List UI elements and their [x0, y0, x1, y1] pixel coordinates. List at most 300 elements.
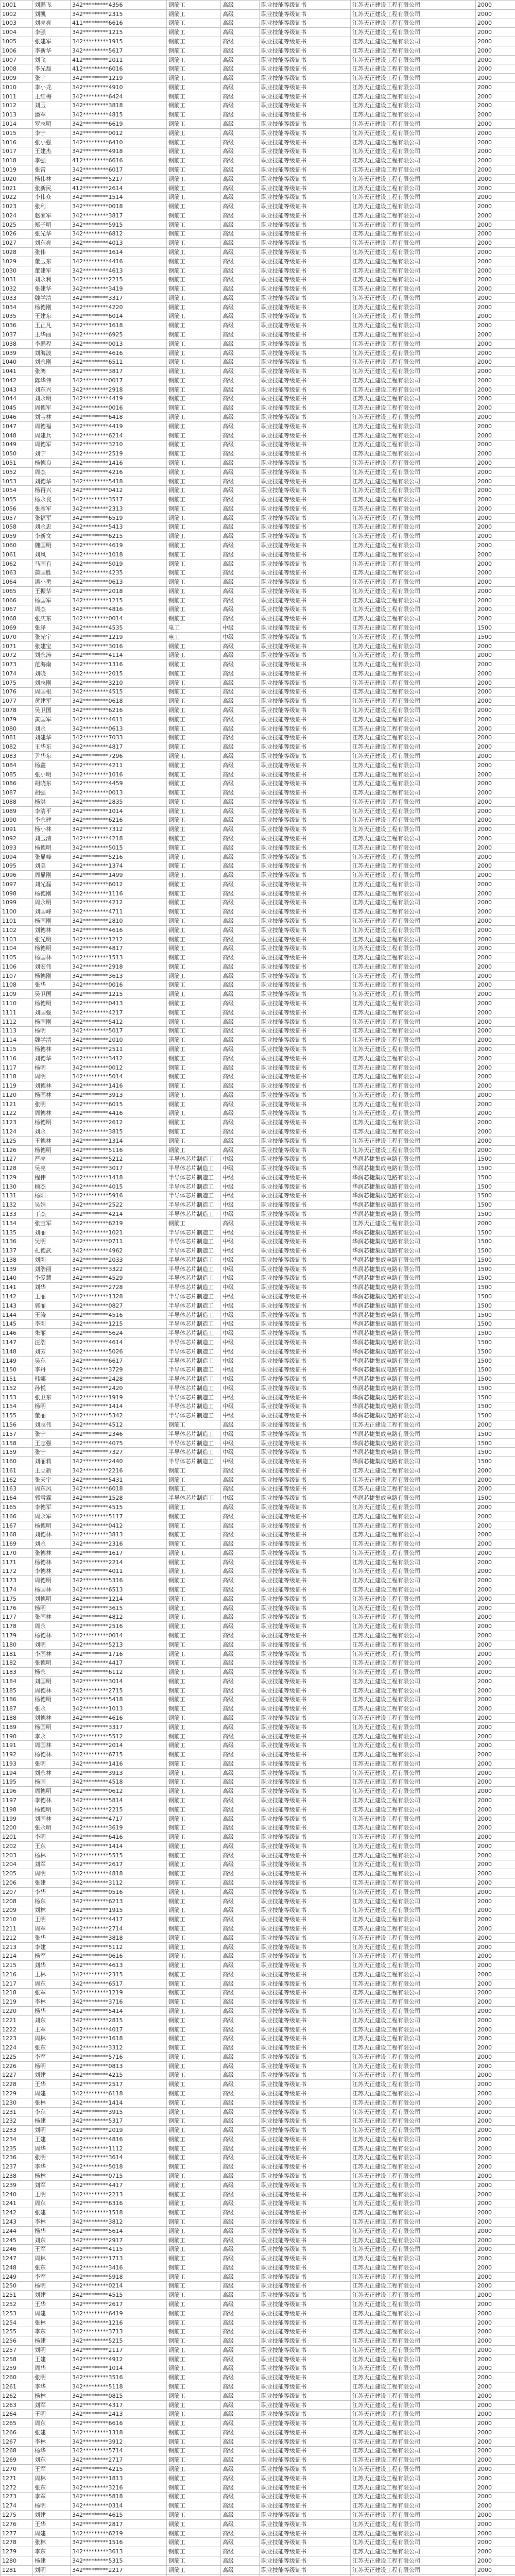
table-cell: 钢筋工 [167, 1833, 221, 1842]
table-cell: 1120 [1, 1090, 33, 1099]
table-cell: 江苏天正建设工程有限公司 [351, 1475, 476, 1484]
table-cell: 周国林 [33, 1741, 71, 1750]
table-cell: 1021 [1, 183, 33, 193]
table-cell: 江苏天正建设工程有限公司 [351, 9, 476, 19]
table-cell: 2000 [476, 1676, 515, 1686]
table-cell: 高级 [221, 852, 260, 861]
table-cell: 江苏天正建设工程有限公司 [351, 907, 476, 917]
table-cell: 1070 [1, 632, 33, 641]
table-cell: 342*********1518 [71, 2208, 167, 2217]
table-cell: 高级 [221, 1649, 260, 1658]
table-cell: 职业技能等级证书 [260, 898, 351, 907]
table-cell: 职业技能等级证书 [260, 1466, 351, 1476]
table-cell: 钢筋工 [167, 1420, 221, 1430]
table-cell: 华润芯捷集成电路有限公司 [351, 1383, 476, 1393]
table-row [1, 2410, 515, 2419]
table-cell: 职业技能等级证书 [260, 2025, 351, 2034]
table-row [1, 1869, 515, 1878]
table-cell: 江苏天正建设工程有限公司 [351, 376, 476, 385]
table-cell: 江苏天正建设工程有限公司 [351, 1722, 476, 1732]
table-cell: 江苏天正建设工程有限公司 [351, 266, 476, 275]
table-cell: 职业技能等级证书 [260, 1228, 351, 1237]
table-cell: 高级 [221, 962, 260, 972]
table-row [1, 229, 515, 239]
table-row [1, 19, 515, 28]
table-cell: 高级 [221, 1081, 260, 1091]
table-row [1, 980, 515, 990]
table-cell: 江苏天正建设工程有限公司 [351, 632, 476, 641]
table-row [1, 999, 515, 1008]
table-cell: 342*********4015 [71, 1182, 167, 1191]
table-cell: 342*********1416 [71, 1081, 167, 1091]
table-cell: 2000 [476, 2446, 515, 2455]
table-cell: 江苏天正建设工程有限公司 [351, 1796, 476, 1805]
table-row [1, 871, 515, 880]
table-cell: 周显刚 [33, 871, 71, 880]
table-cell: 江苏天正建设工程有限公司 [351, 330, 476, 340]
table-cell: 1118 [1, 1072, 33, 1081]
table-cell: 半导体芯片制造工 [167, 1173, 221, 1182]
table-cell: 1080 [1, 724, 33, 733]
table-cell: 职业技能等级证书 [260, 1539, 351, 1549]
table-cell: 1500 [476, 1448, 515, 1457]
table-cell: 342*********2440 [71, 1457, 167, 1466]
table-cell: 江苏天正建设工程有限公司 [351, 294, 476, 303]
table-cell: 2000 [476, 2400, 515, 2410]
table-cell: 342*********0412 [71, 486, 167, 495]
table-cell: 高级 [221, 421, 260, 431]
table-cell: 2000 [476, 220, 515, 229]
table-cell: 职业技能等级证书 [260, 486, 351, 495]
table-cell: 2000 [476, 1649, 515, 1658]
table-row [1, 1777, 515, 1787]
table-cell: 职业技能等级证书 [260, 1887, 351, 1896]
table-cell: 1273 [1, 2492, 33, 2501]
table-cell: 钢筋工 [167, 2217, 221, 2227]
table-cell: 江苏天正建设工程有限公司 [351, 486, 476, 495]
table-row [1, 1182, 515, 1191]
table-cell: 钢筋工 [167, 120, 221, 129]
table-cell: 职业技能等级证书 [260, 2391, 351, 2400]
table-cell: 342*********5014 [71, 1072, 167, 1081]
table-cell: 高级 [221, 138, 260, 147]
table-cell: 钢筋工 [167, 101, 221, 110]
table-cell: 342*********3615 [71, 1603, 167, 1613]
table-cell: 2000 [476, 806, 515, 816]
table-cell: 钢筋工 [167, 1750, 221, 1759]
table-cell: 职业技能等级证书 [260, 321, 351, 330]
table-cell: 2000 [476, 1081, 515, 1091]
table-cell: 2000 [476, 330, 515, 340]
table-cell: 职业技能等级证书 [260, 183, 351, 193]
table-cell: 高级 [221, 2135, 260, 2144]
table-cell: 1191 [1, 1741, 33, 1750]
table-cell: 342*********3216 [71, 2483, 167, 2492]
table-cell: 2000 [476, 907, 515, 917]
table-cell: 钢筋工 [167, 752, 221, 761]
table-cell: 2000 [476, 1933, 515, 1942]
table-cell: 高级 [221, 1714, 260, 1723]
table-row [1, 1796, 515, 1805]
table-cell: 1207 [1, 1887, 33, 1896]
table-cell: 职业技能等级证书 [260, 944, 351, 953]
table-cell: 1208 [1, 1896, 33, 1906]
table-cell: 江苏天正建设工程有限公司 [351, 2116, 476, 2126]
table-cell: 江苏天正建设工程有限公司 [351, 1851, 476, 1860]
table-cell: 职业技能等级证书 [260, 2327, 351, 2336]
table-cell: 江苏天正建设工程有限公司 [351, 477, 476, 486]
table-cell: 钢筋工 [167, 990, 221, 999]
table-row [1, 715, 515, 724]
table-cell: 1274 [1, 2501, 33, 2511]
table-cell: 职业技能等级证书 [260, 312, 351, 321]
table-cell: 刘国强 [33, 1008, 71, 1017]
table-cell: 钢筋工 [167, 321, 221, 330]
table-cell: 高级 [221, 321, 260, 330]
table-cell: 高级 [221, 1530, 260, 1539]
table-cell [351, 2574, 476, 2576]
table-row [1, 165, 515, 175]
table-cell: 职业技能等级证书 [260, 1805, 351, 1814]
table-cell: 2000 [476, 1613, 515, 1622]
table-cell: 342*********5624 [71, 1329, 167, 1338]
table-cell: 1247 [1, 2254, 33, 2263]
table-cell: 高级 [221, 2007, 260, 2016]
table-cell: 342*********2413 [71, 2410, 167, 2419]
table-row [1, 2327, 515, 2336]
table-cell: 高级 [221, 1722, 260, 1732]
table-cell: 1067 [1, 605, 33, 614]
table-cell: 342*********5512 [71, 1732, 167, 1741]
table-row [1, 2089, 515, 2098]
table-cell: 半导体芯片制造工 [167, 1210, 221, 1219]
table-cell: 1256 [1, 2336, 33, 2346]
table-cell: 2000 [476, 1750, 515, 1759]
table-cell: 1217 [1, 1979, 33, 1988]
table-cell: 高级 [221, 2511, 260, 2520]
table-cell: 华润芯捷集成电路有限公司 [351, 1164, 476, 1173]
table-cell: 2000 [476, 532, 515, 541]
table-cell: 钢筋工 [167, 834, 221, 843]
table-cell: 1135 [1, 1228, 33, 1237]
table-cell: 高级 [221, 760, 260, 770]
table-cell: 高级 [221, 2053, 260, 2062]
table-cell: 钢筋工 [167, 1988, 221, 1997]
table-cell: 1265 [1, 2419, 33, 2428]
table-cell: 江苏天正建设工程有限公司 [351, 2089, 476, 2098]
table-cell: 1238 [1, 2172, 33, 2181]
table-cell: 高级 [221, 2199, 260, 2208]
table-cell: 职业技能等级证书 [260, 2080, 351, 2089]
table-cell: 半导体芯片制造工 [167, 1256, 221, 1265]
table-cell: 2000 [476, 1741, 515, 1750]
table-cell: 高级 [221, 1557, 260, 1567]
table-cell: 342*********3713 [71, 2327, 167, 2336]
table-cell: 2000 [476, 953, 515, 962]
table-cell: 1006 [1, 46, 33, 55]
table-cell: 1045 [1, 403, 33, 413]
table-cell: 342*********4818 [71, 1869, 167, 1878]
table-cell: 342*********5212 [71, 1155, 167, 1164]
table-cell: 吴卫国 [33, 990, 71, 999]
table-cell: 职业技能等级证书 [260, 2098, 351, 2107]
table-cell: 职业技能等级证书 [260, 605, 351, 614]
table-cell: 高级 [221, 2565, 260, 2574]
table-cell: 钢筋工 [167, 1686, 221, 1695]
table-cell: 1088 [1, 797, 33, 806]
table-cell: 1073 [1, 660, 33, 669]
table-cell: 1500 [476, 1310, 515, 1319]
table-cell: 职业技能等级证书 [260, 623, 351, 633]
table-cell: 职业技能等级证书 [260, 697, 351, 706]
table-cell: 江苏天正建设工程有限公司 [351, 834, 476, 843]
table-cell: 2000 [476, 28, 515, 37]
table-cell: 1204 [1, 1860, 33, 1869]
table-cell: 钢筋工 [167, 156, 221, 165]
table-cell: 342*********6416 [71, 1833, 167, 1842]
table-cell: 1174 [1, 1585, 33, 1595]
table-cell: 江苏天正建设工程有限公司 [351, 1008, 476, 1017]
table-cell: 342*********2315 [71, 9, 167, 19]
table-cell: 李建 [33, 1942, 71, 1952]
table-cell: 职业技能等级证书 [260, 19, 351, 28]
table-cell: 钢筋工 [167, 1503, 221, 1512]
table-cell: 张泽 [33, 623, 71, 633]
table-cell: 职业技能等级证书 [260, 1127, 351, 1137]
table-cell: 江苏天正建设工程有限公司 [351, 74, 476, 83]
table-cell: 1014 [1, 120, 33, 129]
table-cell: 中级 [221, 1365, 260, 1375]
table-cell: 高级 [221, 1521, 260, 1530]
table-cell: 2000 [476, 1603, 515, 1613]
table-cell: 王建杰 [33, 147, 71, 156]
table-cell: 江苏天正建设工程有限公司 [351, 1869, 476, 1878]
table-cell: 中级 [221, 1264, 260, 1274]
table-cell: 342*********1018 [71, 550, 167, 559]
table-cell: 刘建 [33, 2291, 71, 2300]
table-cell: 电工 [167, 623, 221, 633]
table-cell: 职业技能等级证书 [260, 1814, 351, 1823]
table-row [1, 1310, 515, 1319]
table-cell: 职业技能等级证书 [260, 294, 351, 303]
table-cell: 钢筋工 [167, 294, 221, 303]
table-cell: 2000 [476, 2346, 515, 2355]
table-cell: 342*********5915 [71, 220, 167, 229]
table-cell: 2000 [476, 120, 515, 129]
table-cell: 钢筋工 [167, 687, 221, 697]
table-cell: 董建军 [33, 266, 71, 275]
table-cell: 江苏天正建设工程有限公司 [351, 1576, 476, 1585]
table-cell: 职业技能等级证书 [260, 1933, 351, 1942]
table-cell: 342*********3017 [71, 1164, 167, 1173]
table-cell: 342*********5217 [71, 174, 167, 183]
table-cell: 半导体芯片制造工 [167, 1274, 221, 1283]
table-cell: 职业技能等级证书 [260, 1704, 351, 1714]
table-cell: 钢筋工 [167, 1777, 221, 1787]
table-cell: 342*********4419 [71, 421, 167, 431]
table-cell: 2000 [476, 687, 515, 697]
table-cell: 钢筋工 [167, 2043, 221, 2053]
table-cell: 江苏天正建设工程有限公司 [351, 889, 476, 898]
table-row [1, 1301, 515, 1310]
table-row [1, 1503, 515, 1512]
table-cell: 职业技能等级证书 [260, 1896, 351, 1906]
table-cell: 342*********4215 [71, 2465, 167, 2474]
table-cell: 张卫东 [33, 1393, 71, 1402]
table-cell: 钢筋工 [167, 2025, 221, 2034]
table-row [1, 1787, 515, 1796]
table-cell: 王明 [33, 2190, 71, 2199]
table-cell: 1500 [476, 623, 515, 633]
table-cell: 高级 [221, 1549, 260, 1558]
table-cell: 杨永良 [33, 495, 71, 504]
table-cell: 江苏天正建设工程有限公司 [351, 2080, 476, 2089]
table-row [1, 2034, 515, 2043]
table-cell: 342*********1516 [71, 2538, 167, 2547]
table-cell: 职业技能等级证书 [260, 2153, 351, 2162]
table-cell: 职业技能等级证书 [260, 1264, 351, 1274]
table-cell: 职业技能等级证书 [260, 2263, 351, 2272]
table-cell: 钢筋工 [167, 1585, 221, 1595]
table-row [1, 2465, 515, 2474]
table-cell: 职业技能等级证书 [260, 1512, 351, 1521]
table-cell: 华润芯捷集成电路有限公司 [351, 1246, 476, 1256]
table-cell: 342*********5818 [71, 2492, 167, 2501]
table-cell: 李华 [33, 2382, 71, 2392]
table-cell: 职业技能等级证书 [260, 660, 351, 669]
table-cell: 半导体芯片制造工 [167, 1283, 221, 1292]
table-cell: 高级 [221, 2162, 260, 2172]
table-cell: 江苏天正建设工程有限公司 [351, 339, 476, 348]
table-cell: 刘宝林 [33, 413, 71, 422]
table-cell: 高级 [221, 257, 260, 266]
table-cell: 1263 [1, 2400, 33, 2410]
table-cell: 1279 [1, 2547, 33, 2556]
table-cell: 2000 [476, 2025, 515, 2034]
table-cell: 张永明 [33, 1823, 71, 1833]
table-row [1, 1338, 515, 1347]
table-cell: 2000 [476, 431, 515, 440]
table-cell: 钢筋工 [167, 110, 221, 120]
table-cell: 高级 [221, 925, 260, 935]
table-row [1, 596, 515, 605]
table-cell: 周建 [33, 2529, 71, 2538]
table-cell: 华润芯捷集成电路有限公司 [351, 1200, 476, 1210]
table-row [1, 128, 515, 138]
table-cell: 钢筋工 [167, 275, 221, 284]
table-cell: 职业技能等级证书 [260, 1649, 351, 1658]
table-cell: 郭丽 [33, 1301, 71, 1310]
table-cell: 职业技能等级证书 [260, 889, 351, 898]
table-cell: 江苏天正建设工程有限公司 [351, 120, 476, 129]
table-cell: 钢筋工 [167, 944, 221, 953]
table-cell: 1156 [1, 1420, 33, 1430]
table-cell: 江苏天正建设工程有限公司 [351, 165, 476, 175]
table-cell: 342*********4356 [71, 1, 167, 10]
table-cell: 342*********1215 [71, 28, 167, 37]
table-cell: 342*********5918 [71, 2272, 167, 2281]
table-row [1, 2208, 515, 2217]
table-cell: 342*********4816 [71, 605, 167, 614]
table-cell: 钢筋工 [167, 2034, 221, 2043]
table-cell: 江苏天正建设工程有限公司 [351, 92, 476, 101]
table-cell: 342*********0012 [71, 1063, 167, 1072]
table-cell: 2000 [476, 990, 515, 999]
table-cell: 1244 [1, 2226, 33, 2235]
table-cell: 1269 [1, 2455, 33, 2465]
table-cell: 1004 [1, 28, 33, 37]
table-row [1, 1539, 515, 1549]
table-cell: 职业技能等级证书 [260, 760, 351, 770]
table-cell: 职业技能等级证书 [260, 1842, 351, 1851]
table-cell: 1224 [1, 2043, 33, 2053]
table-cell: 中级 [221, 1438, 260, 1448]
table-cell: 342*********5413 [71, 522, 167, 532]
table-cell: 2000 [476, 843, 515, 852]
table-cell: 江苏天正建设工程有限公司 [351, 559, 476, 568]
table-cell: 王建 [33, 2135, 71, 2144]
table-cell: 江苏天正建设工程有限公司 [351, 944, 476, 953]
table-row [1, 1356, 515, 1365]
table-cell: 2000 [476, 889, 515, 898]
table-cell: 1164 [1, 1494, 33, 1503]
table-cell: 江苏天正建设工程有限公司 [351, 1750, 476, 1759]
table-row [1, 202, 515, 211]
table-row [1, 788, 515, 798]
table-cell: 342*********2517 [71, 2080, 167, 2089]
table-cell: 342*********1318 [71, 2428, 167, 2437]
table-cell: 342*********6015 [71, 1099, 167, 1109]
table-cell: 张宝军 [33, 1218, 71, 1228]
table-cell: 王建 [33, 2354, 71, 2364]
table-cell: 钢筋工 [167, 1915, 221, 1924]
table-cell: 江苏天正建设工程有限公司 [351, 1878, 476, 1888]
table-cell: 高级 [221, 715, 260, 724]
table-cell: 职业技能等级证书 [260, 385, 351, 394]
table-cell: 钢筋工 [167, 1036, 221, 1045]
table-cell: 职业技能等级证书 [260, 2428, 351, 2437]
table-row [1, 321, 515, 330]
table-cell: 342*********4516 [71, 1310, 167, 1319]
table-cell: 高级 [221, 522, 260, 532]
table-cell: 2000 [476, 962, 515, 972]
table-cell: 342*********5916 [71, 1191, 167, 1200]
table-cell: 1254 [1, 2318, 33, 2327]
table-cell: 高级 [221, 687, 260, 697]
table-cell: 钢筋工 [167, 641, 221, 651]
table-cell: 2000 [476, 1521, 515, 1530]
table-cell: 342*********2918 [71, 385, 167, 394]
table-cell: 342*********3613 [71, 2547, 167, 2556]
table-cell: 1062 [1, 559, 33, 568]
table-cell: 高级 [221, 2529, 260, 2538]
table-row [1, 1017, 515, 1026]
table-cell: 1119 [1, 1081, 33, 1091]
table-cell: 1271 [1, 2473, 33, 2483]
table-cell: 1267 [1, 2437, 33, 2446]
table-cell: 江苏天正建设工程有限公司 [351, 660, 476, 669]
table-cell: 江苏天正建设工程有限公司 [351, 1585, 476, 1595]
table-cell: 职业技能等级证书 [260, 1072, 351, 1081]
table-cell: 1117 [1, 1063, 33, 1072]
table-cell: 中级 [221, 623, 260, 633]
table-cell: 钢筋工 [167, 1896, 221, 1906]
table-cell: 342*********6118 [71, 2089, 167, 2098]
table-row [1, 28, 515, 37]
table-cell: 钢筋工 [167, 2529, 221, 2538]
table-cell: 2000 [476, 1631, 515, 1640]
table-cell: 职业技能等级证书 [260, 2043, 351, 2053]
